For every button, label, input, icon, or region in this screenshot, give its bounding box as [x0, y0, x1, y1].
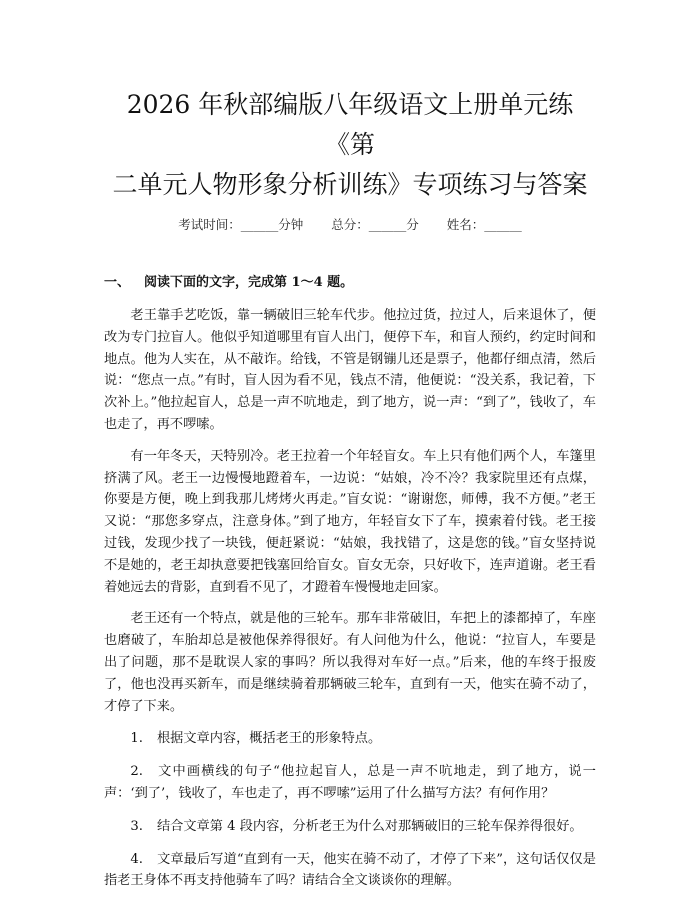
question-1 [104, 728, 596, 750]
question-text: 根据文章内容，概括老王的形象特点。 [156, 731, 382, 747]
question-2 [104, 761, 596, 805]
section-number: 一、 [104, 275, 131, 290]
passage-paragraph-3: 老王还有一个特点，就是他的三轮车。那车非常破旧，车把上的漆都掉了，车座也磨破了，车胎却总是被他保养得很好。有人问他为什么，他说：“拉盲人，车要是出了问题，那不是耽误人家的事吗？所以我得对车好一点。”后来，他的车终于报废了，他也没再买新车，而是继续骑着那辆破三轮车，直到有一天，他实在骑不动了，才停了下来。 [104, 611, 596, 714]
title-line-2: 二单元人物形象分析训练》专项练习与答案 [112, 170, 588, 199]
student-name: 姓名：______ [446, 217, 522, 232]
question-number: 4. [130, 851, 143, 867]
exam-score: 总分：______分 [331, 217, 419, 232]
exam-time: 考试时间：______分钟 [178, 217, 304, 232]
question-4 [104, 849, 596, 893]
passage-paragraph-1: 老王靠手艺吃饭，靠一辆破旧三轮车代步。他拉过货，拉过人，后来退休了，便改为专门拉盲人。他似乎知道哪里有盲人出门，便停下车，和盲人预约，约定时间和地点。他为人实在，从不敲诈。给钱，不管是钢镚儿还是票子，他都仔细点清，然后说：“您点一点。”有时，盲人因为看不见，钱点不清，他便说：“没关系，我记着，下次补上。”他拉起盲人，总是一声不吭地走，到了地方，说一声：“到了”，钱收了，车也走了，再不啰嗦。 [104, 308, 596, 432]
question-number: 2. [130, 764, 143, 780]
exam-meta [104, 215, 596, 235]
question-number: 3. [130, 818, 143, 834]
document-title [104, 0, 596, 205]
section-title: 阅读下面的文字，完成第 1～4 题。 [144, 275, 354, 290]
question-3 [104, 816, 596, 838]
passage-paragraph-2: 有一年冬天，天特别冷。老王拉着一个年轻盲女。车上只有他们两个人，车篷里挤满了风。老王一边慢慢地蹬着车，一边说：“姑娘，冷不冷？我家院里还有点煤，你要是方便，晚上到我那儿烤烤火再走。”盲女说：“谢谢您，师傅，我不方便。”老王又说：“那您多穿点，注意身体。”到了地方，年轻盲女下了车，摸索着付钱。老王接过钱，发现少找了一块钱，便赶紧说：“姑娘，我找错了，这是您的钱。”盲女坚持说不是她的，老王却执意要把钱塞回给盲女。盲女无奈，只好收下，连声道谢。老王看着她远去的背影，直到看不见了，才蹬着车慢慢地走回家。 [104, 448, 596, 595]
question-text: 文章最后写道“直到有一天，他实在骑不动了，才停了下来”，这句话仅仅是指老王身体不再支持他骑车了吗？请结合全文谈谈你的理解。 [104, 851, 596, 889]
section-heading [104, 273, 596, 293]
question-number: 1. [130, 731, 143, 747]
question-text: 结合文章第 4 段内容，分析老王为什么对那辆破旧的三轮车保养得很好。 [156, 818, 583, 834]
question-text: 文中画横线的句子“他拉起盲人，总是一声不吭地走，到了地方，说一声：‘到了’，钱收了，车也走了，再不啰嗦”运用了什么描写方法？有何作用？ [104, 764, 596, 801]
title-line-1: 2026 年秋部编版八年级语文上册单元练《第 [126, 90, 574, 159]
